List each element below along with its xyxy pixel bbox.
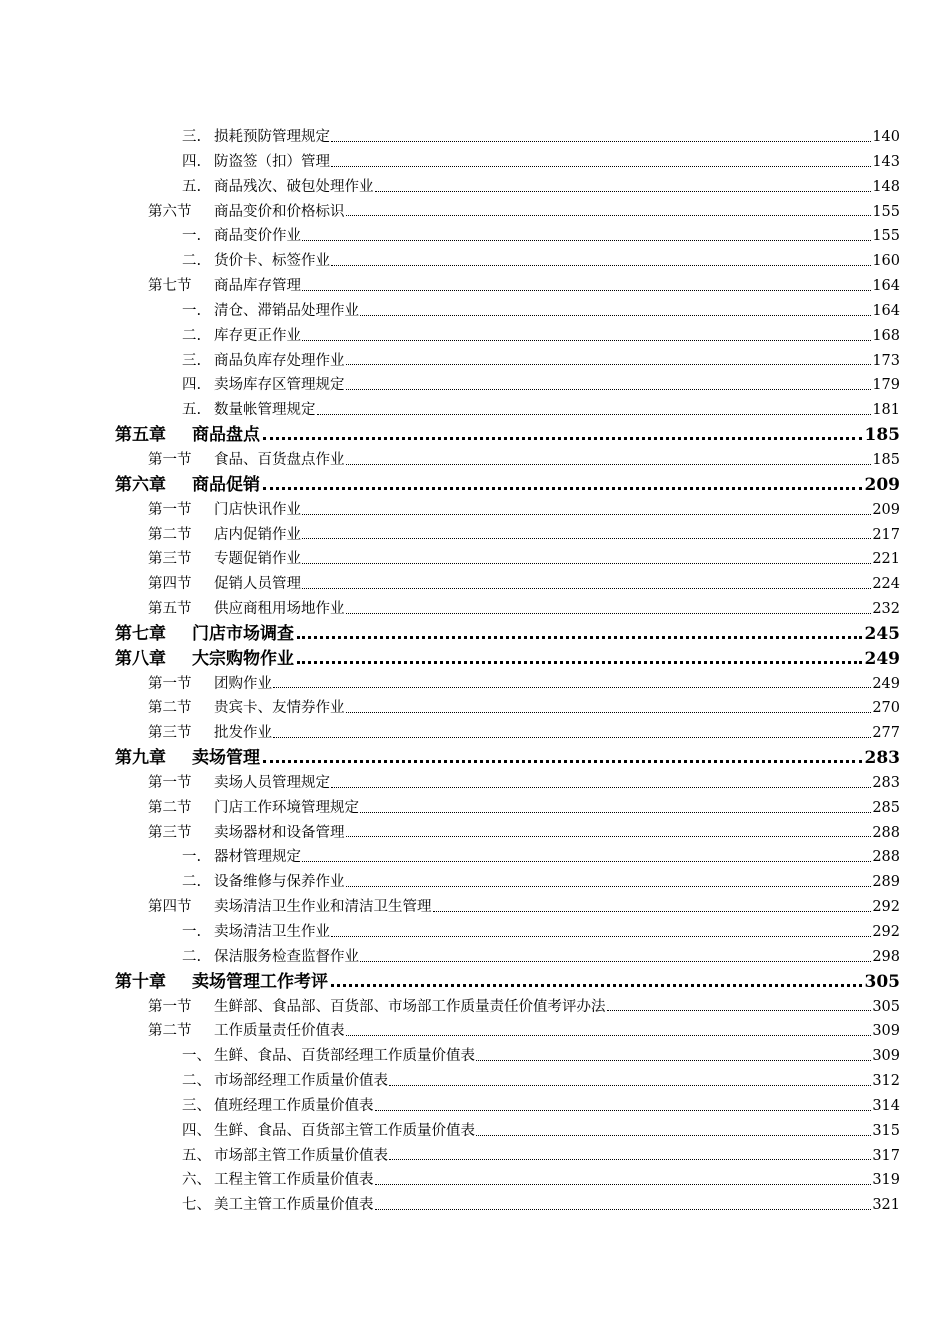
toc-entry-number: 第六节 (148, 203, 192, 220)
toc-entry-title: 门店快讯作业 (214, 501, 301, 518)
toc-item-entry[interactable] (0, 249, 950, 274)
toc-entry-number: 第三节 (148, 551, 192, 568)
toc-entry-title: 卖场管理工作考评 (192, 971, 328, 992)
toc-chapter-entry[interactable] (0, 473, 950, 498)
toc-entry-title: 食品、百货盘点作业 (214, 451, 345, 468)
toc-entry-title: 工程主管工作质量价值表 (214, 1172, 374, 1189)
toc-entry-number: 七、 (182, 1197, 211, 1214)
toc-section-entry[interactable] (0, 523, 950, 548)
toc-item-entry[interactable] (0, 224, 950, 249)
toc-entry-title: 库存更正作业 (214, 327, 301, 344)
toc-entry-title: 设备维修与保养作业 (214, 874, 345, 891)
toc-entry-title: 美工主管工作质量价值表 (214, 1197, 374, 1214)
toc-entry-number: 第四节 (148, 576, 192, 593)
toc-dot-leader (331, 786, 871, 788)
toc-dot-leader (263, 436, 862, 440)
toc-entry-title: 商品残次、破包处理作业 (214, 178, 374, 195)
toc-chapter-entry[interactable] (0, 970, 950, 995)
toc-entry-title: 卖场清洁卫生作业和清洁卫生管理 (214, 899, 432, 916)
toc-dot-leader (346, 1034, 872, 1036)
toc-entry-page-number: 309 (872, 1048, 900, 1065)
toc-entry-page-number: 217 (872, 526, 900, 543)
toc-dot-leader (331, 165, 871, 167)
toc-entry-title: 值班经理工作质量价值表 (214, 1097, 374, 1114)
toc-section-entry[interactable] (0, 672, 950, 697)
toc-entry-page-number: 270 (872, 700, 900, 717)
toc-item-entry[interactable] (0, 1094, 950, 1119)
toc-entry-title: 门店工作环境管理规定 (214, 799, 359, 816)
toc-entry-page-number: 209 (872, 501, 900, 518)
toc-dot-leader (389, 1084, 871, 1086)
toc-item-entry[interactable] (0, 125, 950, 150)
toc-entry-title: 大宗购物作业 (192, 648, 294, 669)
toc-dot-leader (375, 190, 872, 192)
table-of-contents (0, 125, 950, 1218)
toc-dot-leader (331, 264, 871, 266)
toc-item-entry[interactable] (0, 398, 950, 423)
toc-section-entry[interactable] (0, 200, 950, 225)
toc-section-entry[interactable] (0, 547, 950, 572)
toc-entry-page-number: 312 (872, 1073, 900, 1090)
toc-entry-number: 五、 (182, 1147, 211, 1164)
toc-entry-title: 防盗签（扣）管理 (214, 153, 330, 170)
toc-entry-title: 团购作业 (214, 675, 272, 692)
toc-entry-title: 商品盘点 (192, 425, 260, 446)
toc-section-entry[interactable] (0, 895, 950, 920)
toc-entry-page-number: 185 (864, 425, 900, 446)
toc-entry-title: 专题促销作业 (214, 551, 301, 568)
toc-entry-number: 第二节 (148, 1023, 192, 1040)
toc-entry-title: 批发作业 (214, 725, 272, 742)
toc-section-entry[interactable] (0, 721, 950, 746)
toc-entry-title: 商品库存管理 (214, 278, 301, 295)
toc-dot-leader (297, 660, 862, 664)
toc-entry-page-number: 288 (872, 824, 900, 841)
toc-section-entry[interactable] (0, 821, 950, 846)
toc-entry-page-number: 283 (864, 748, 900, 769)
toc-entry-number: 第十章 (115, 971, 166, 992)
toc-entry-number: 二、 (182, 1073, 211, 1090)
toc-dot-leader (273, 736, 871, 738)
toc-entry-title: 生鲜、食品、百货部主管工作质量价值表 (214, 1122, 475, 1139)
toc-dot-leader (433, 910, 872, 912)
toc-entry-number: 四、 (182, 1122, 211, 1139)
toc-dot-leader (346, 885, 872, 887)
toc-entry-number: 四. (182, 377, 202, 394)
toc-entry-page-number: 249 (864, 648, 900, 669)
toc-entry-title: 卖场库存区管理规定 (214, 377, 345, 394)
toc-section-entry[interactable] (0, 448, 950, 473)
toc-item-entry[interactable] (0, 1044, 950, 1069)
toc-entry-page-number: 179 (872, 377, 900, 394)
toc-dot-leader (263, 759, 862, 763)
toc-dot-leader (375, 1183, 872, 1185)
toc-chapter-entry[interactable] (0, 746, 950, 771)
toc-entry-number: 三. (182, 129, 202, 145)
toc-dot-leader (389, 1158, 871, 1160)
toc-entry-number: 第四节 (148, 899, 192, 916)
toc-item-entry[interactable] (0, 1193, 950, 1218)
toc-entry-title: 工作质量责任价值表 (214, 1023, 345, 1040)
toc-section-entry[interactable] (0, 771, 950, 796)
toc-entry-title: 供应商租用场地作业 (214, 601, 345, 618)
toc-entry-number: 第三节 (148, 824, 192, 841)
toc-dot-leader (302, 339, 871, 341)
toc-entry-title: 商品负库存处理作业 (214, 352, 345, 369)
toc-entry-page-number: 289 (872, 874, 900, 891)
toc-entry-number: 三. (182, 352, 202, 369)
toc-dot-leader (331, 935, 871, 937)
toc-entry-title: 卖场人员管理规定 (214, 774, 330, 791)
toc-chapter-entry[interactable] (0, 647, 950, 672)
toc-dot-leader (346, 612, 872, 614)
toc-entry-page-number: 321 (872, 1197, 900, 1214)
toc-entry-page-number: 249 (872, 675, 900, 692)
toc-entry-title: 保洁服务检查监督作业 (214, 948, 359, 965)
toc-dot-leader (302, 587, 871, 589)
toc-entry-page-number: 305 (872, 998, 900, 1015)
toc-entry-title: 卖场器材和设备管理 (214, 824, 345, 841)
toc-dot-leader (346, 463, 872, 465)
toc-entry-number: 六、 (182, 1172, 211, 1189)
toc-entry-page-number: 160 (872, 253, 900, 270)
toc-item-entry[interactable] (0, 299, 950, 324)
toc-dot-leader (331, 140, 871, 142)
toc-entry-number: 第六章 (115, 474, 166, 495)
toc-entry-number: 五. (182, 178, 202, 195)
toc-entry-title: 商品促销 (192, 474, 260, 495)
toc-dot-leader (331, 983, 862, 987)
toc-entry-number: 第一节 (148, 774, 192, 791)
toc-entry-title: 商品变价和价格标识 (214, 203, 345, 220)
toc-entry-page-number: 298 (872, 948, 900, 965)
toc-entry-title: 商品变价作业 (214, 228, 301, 245)
toc-dot-leader (476, 1059, 871, 1061)
toc-entry-number: 一、 (182, 1048, 211, 1065)
toc-entry-title: 促销人员管理 (214, 576, 301, 593)
toc-section-entry[interactable] (0, 572, 950, 597)
toc-entry-page-number: 288 (872, 849, 900, 866)
toc-dot-leader (375, 1208, 872, 1210)
toc-entry-number: 第九章 (115, 748, 166, 769)
toc-entry-page-number: 143 (872, 153, 900, 170)
toc-dot-leader (346, 835, 872, 837)
toc-entry-number: 三、 (182, 1097, 211, 1114)
toc-dot-leader (317, 413, 872, 415)
toc-section-entry[interactable] (0, 274, 950, 299)
toc-entry-page-number: 315 (872, 1122, 900, 1139)
toc-item-entry[interactable] (0, 845, 950, 870)
toc-entry-title: 清仓、滞销品处理作业 (214, 302, 359, 319)
toc-entry-number: 一. (182, 302, 202, 319)
toc-entry-page-number: 164 (872, 278, 900, 295)
toc-entry-title: 货价卡、标签作业 (214, 253, 330, 270)
toc-entry-number: 第三节 (148, 725, 192, 742)
toc-entry-title: 器材管理规定 (214, 849, 301, 866)
toc-item-entry[interactable] (0, 1168, 950, 1193)
toc-dot-leader (273, 686, 871, 688)
toc-entry-page-number: 155 (872, 228, 900, 245)
toc-entry-page-number: 292 (872, 924, 900, 940)
toc-entry-page-number: 173 (872, 352, 900, 369)
toc-section-entry[interactable] (0, 796, 950, 821)
toc-entry-page-number: 277 (872, 725, 900, 742)
toc-entry-title: 卖场清洁卫生作业 (214, 924, 330, 940)
toc-entry-title: 市场部主管工作质量价值表 (214, 1147, 388, 1164)
toc-entry-page-number: 319 (872, 1172, 900, 1189)
toc-entry-number: 第七节 (148, 278, 192, 295)
toc-entry-page-number: 283 (872, 774, 900, 791)
toc-dot-leader (302, 239, 871, 241)
toc-entry-number: 二. (182, 253, 202, 270)
toc-section-entry[interactable] (0, 1019, 950, 1044)
toc-dot-leader (346, 388, 872, 390)
toc-entry-title: 店内促销作业 (214, 526, 301, 543)
toc-entry-number: 第一节 (148, 501, 192, 518)
toc-item-entry[interactable] (0, 175, 950, 200)
toc-dot-leader (360, 811, 871, 813)
toc-entry-page-number: 221 (872, 551, 900, 568)
toc-dot-leader (302, 289, 871, 291)
toc-entry-title: 数量帐管理规定 (214, 402, 316, 419)
toc-item-entry[interactable] (0, 870, 950, 895)
toc-entry-title: 贵宾卡、友情券作业 (214, 700, 345, 717)
toc-dot-leader (263, 486, 862, 490)
toc-entry-title: 门店市场调查 (192, 623, 294, 644)
toc-dot-leader (297, 635, 862, 639)
toc-entry-number: 第二节 (148, 700, 192, 717)
toc-entry-page-number: 305 (864, 971, 900, 992)
toc-entry-number: 五. (182, 402, 202, 419)
toc-dot-leader (375, 1109, 872, 1111)
toc-dot-leader (302, 562, 871, 564)
toc-entry-number: 第二节 (148, 526, 192, 543)
toc-chapter-entry[interactable] (0, 622, 950, 647)
toc-item-entry[interactable] (0, 150, 950, 175)
toc-entry-number: 一. (182, 849, 202, 866)
toc-section-entry[interactable] (0, 995, 950, 1020)
toc-item-entry[interactable] (0, 373, 950, 398)
toc-dot-leader (360, 960, 871, 962)
toc-dot-leader (346, 363, 872, 365)
toc-entry-page-number: 155 (872, 203, 900, 220)
toc-item-entry[interactable] (0, 324, 950, 349)
toc-item-entry[interactable] (0, 945, 950, 970)
toc-entry-page-number: 181 (872, 402, 900, 419)
toc-dot-leader (302, 513, 871, 515)
toc-entry-title: 市场部经理工作质量价值表 (214, 1073, 388, 1090)
toc-entry-number: 一. (182, 924, 202, 940)
toc-entry-page-number: 292 (872, 899, 900, 916)
toc-section-entry[interactable] (0, 498, 950, 523)
toc-entry-page-number: 185 (872, 451, 900, 468)
toc-chapter-entry[interactable] (0, 423, 950, 448)
toc-entry-number: 二. (182, 948, 202, 965)
toc-entry-page-number: 140 (872, 129, 900, 145)
toc-section-entry[interactable] (0, 696, 950, 721)
toc-entry-page-number: 232 (872, 601, 900, 618)
toc-item-entry[interactable] (0, 1144, 950, 1169)
toc-entry-page-number: 309 (872, 1023, 900, 1040)
toc-entry-number: 第一节 (148, 451, 192, 468)
toc-entry-number: 二. (182, 327, 202, 344)
toc-item-entry[interactable] (0, 1119, 950, 1144)
toc-entry-title: 损耗预防管理规定 (214, 129, 330, 145)
toc-dot-leader (346, 214, 872, 216)
toc-entry-number: 四. (182, 153, 202, 170)
toc-dot-leader (476, 1134, 871, 1136)
toc-entry-page-number: 285 (872, 799, 900, 816)
toc-section-entry[interactable] (0, 597, 950, 622)
toc-entry-number: 第二节 (148, 799, 192, 816)
toc-entry-page-number: 209 (864, 474, 900, 495)
toc-entry-number: 第五节 (148, 601, 192, 618)
toc-entry-title: 卖场管理 (192, 748, 260, 769)
toc-dot-leader (302, 537, 871, 539)
toc-dot-leader (346, 711, 872, 713)
toc-item-entry[interactable] (0, 920, 950, 945)
toc-entry-page-number: 164 (872, 302, 900, 319)
toc-entry-title: 生鲜部、食品部、百货部、市场部工作质量责任价值考评办法 (214, 998, 606, 1015)
toc-item-entry[interactable] (0, 1069, 950, 1094)
toc-entry-number: 第七章 (115, 623, 166, 644)
toc-entry-number: 一. (182, 228, 202, 245)
toc-entry-number: 第一节 (148, 998, 192, 1015)
toc-dot-leader (302, 860, 871, 862)
toc-entry-page-number: 317 (872, 1147, 900, 1164)
toc-entry-page-number: 245 (864, 623, 900, 644)
toc-entry-number: 第一节 (148, 675, 192, 692)
toc-entry-title: 生鲜、食品、百货部经理工作质量价值表 (214, 1048, 475, 1065)
toc-entry-number: 第八章 (115, 648, 166, 669)
toc-entry-page-number: 314 (872, 1097, 900, 1114)
toc-entry-number: 第五章 (115, 425, 166, 446)
toc-entry-page-number: 224 (872, 576, 900, 593)
toc-dot-leader (360, 314, 871, 316)
toc-entry-number: 二. (182, 874, 202, 891)
toc-entry-page-number: 148 (872, 178, 900, 195)
toc-item-entry[interactable] (0, 349, 950, 374)
toc-dot-leader (607, 1009, 872, 1011)
toc-entry-page-number: 168 (872, 327, 900, 344)
